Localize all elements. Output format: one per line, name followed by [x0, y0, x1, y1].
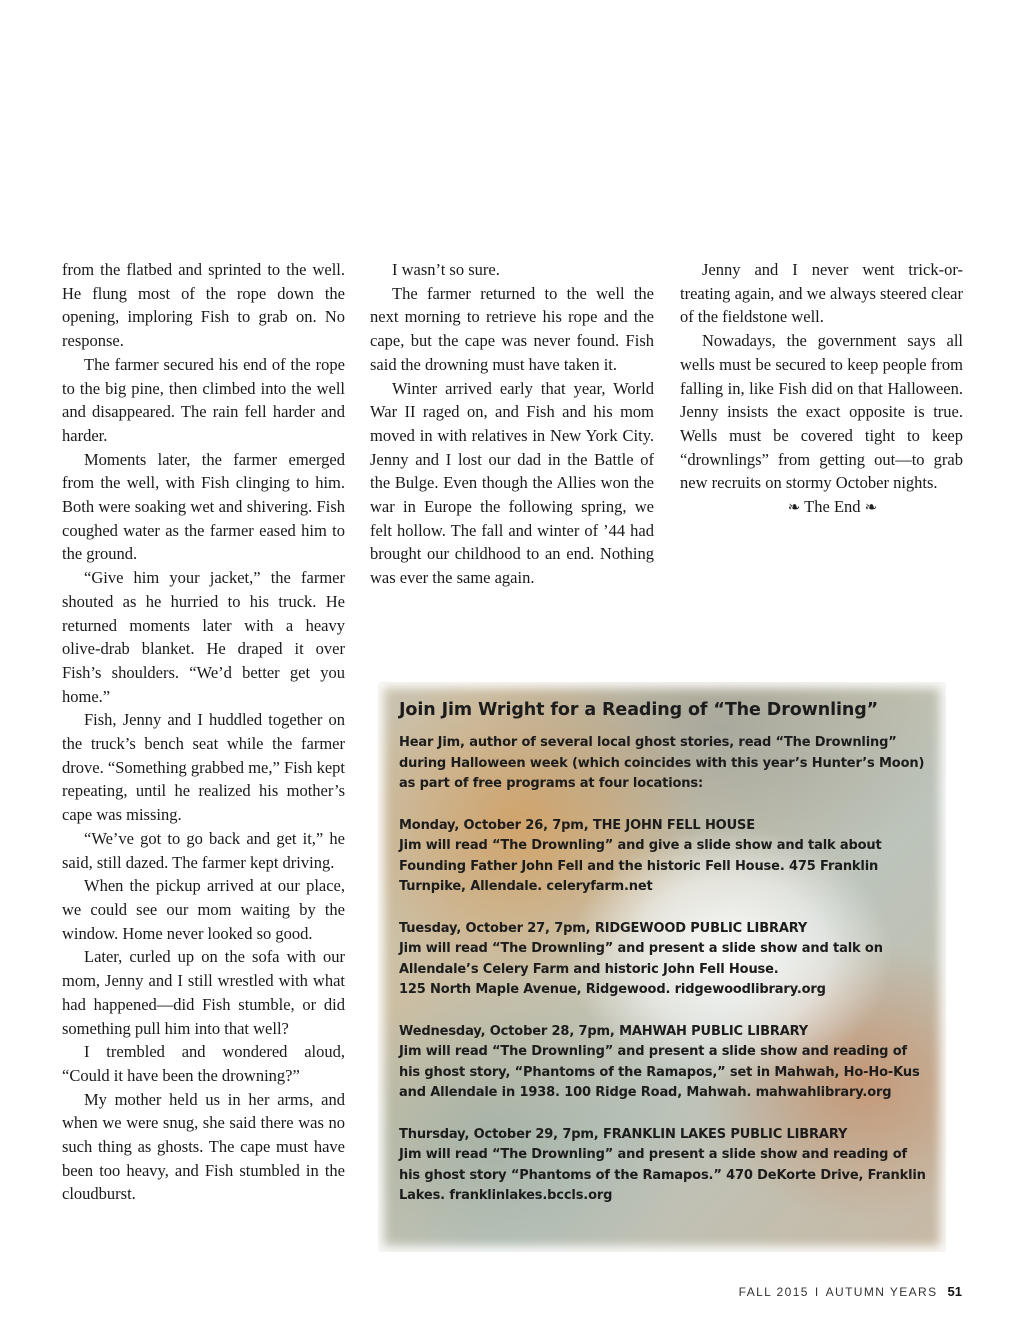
event-venue: MAHWAH PUBLIC LIBRARY [619, 1023, 809, 1039]
event-heading [399, 816, 929, 837]
paragraph: Winter arrived early that year, World War II raged on, and Fish and his mom moved in with relatives in New York City. Jenny and I lost our dad in the Battle of the Bulge. Even though the Allies won the war in Europe the following spring, we felt hollow. The fall and winter of ’44 had brought our childhood to an end. Nothing was ever the same again. [370, 378, 654, 588]
event-date: Tuesday, October 27, 7pm, [399, 920, 595, 936]
paragraph: My mother held us in her arms, and when we were snug, she said there was no such thing as ghosts. The cape must have been too heavy, and Fish stumbled in the cloudburst. [62, 1089, 345, 1204]
event-heading [399, 1022, 929, 1043]
paragraph: I wasn’t so sure. [392, 260, 500, 279]
column-3-paragraphs [680, 258, 963, 495]
sidebar-title: Join Jim Wright for a Reading of “The Drownling” [399, 700, 879, 720]
event-heading [399, 1125, 929, 1146]
event-list [399, 816, 929, 1207]
sidebar-intro: Hear Jim, author of several local ghost stories, read “The Drownling” during Halloween week (which coincides with this year’s Hunter’s Moon) as part of free programs at four locations: [399, 735, 925, 791]
paragraph: The farmer secured his end of the rope to the big pine, then climbed into the well and disappeared. The rain fell harder and harder. [62, 354, 345, 445]
footer-magazine: AUTUMN YEARS [825, 1285, 938, 1299]
paragraph: “Give him your jacket,” the farmer shouted as he hurried to his truck. He returned moments later with a heavy olive-drab blanket. He draped it over Fish’s shoulders. “We’d better get you home.” [62, 568, 345, 706]
the-end-line [680, 495, 963, 521]
event-venue: RIDGEWOOD PUBLIC LIBRARY [594, 920, 808, 936]
event-venue: FRANKLIN LAKES PUBLIC LIBRARY [602, 1126, 848, 1142]
paragraph: Nowadays, the government says all wells must be secured to keep people from falling in, like Fish did on that Halloween. Jenny insists the exact opposite is true. Wells must be covered tight to keep “drownlings” from getting out—to grab new recruits on stormy October nights. [680, 331, 963, 493]
event-date: Monday, October 26, 7pm, [399, 817, 593, 833]
event-item [399, 1125, 929, 1207]
event-details: Jim will read “The Drownling” and present a slide show and reading of his ghost story “Phantoms of the Ramapos.” 470 DeKorte Drive, Franklin Lakes. franklinlakes.bccls.org [399, 1147, 926, 1203]
paragraph: Moments later, the farmer emerged from the well, with Fish clinging to him. Both were soaking wet and shivering. Fish coughed water as the farmer eased him to the ground. [62, 449, 345, 564]
paragraph: Jenny and I never went trick-or-treating again, and we always steered clear of the fieldstone well. [680, 260, 963, 327]
article-column-2 [370, 258, 654, 590]
event-venue: THE JOHN FELL HOUSE [592, 817, 755, 833]
reading-event-sidebar [378, 682, 946, 1252]
event-item [399, 1022, 929, 1104]
page-number: 51 [947, 1284, 962, 1299]
paragraph: Fish, Jenny and I huddled together on the truck’s bench seat while the farmer drove. “Something grabbed me,” Fish kept repeating, until he realized his mother’s cape was missing. [62, 710, 345, 825]
event-details: 125 North Maple Avenue, Ridgewood. ridgewoodlibrary.org [399, 982, 826, 997]
event-heading [399, 919, 929, 940]
event-details: Jim will read “The Drownling” and present a slide show and talk on Allendale’s Celery Farm and historic John Fell House. [399, 941, 883, 977]
paragraph: When the pickup arrived at our place, we could see our mom waiting by the window. Home never looked so good. [62, 876, 345, 943]
event-details: Jim will read “The Drownling” and present a slide show and reading of his ghost story, “Phantoms of the Ramapos,” set in Mahwah, Ho-Ho-Kus and Allendale in 1938. 100 Ridge Road, Mahwah. mahwahlibrary.org [399, 1044, 920, 1100]
article-column-1 [62, 258, 345, 1206]
paragraph: The farmer returned to the well the next morning to retrieve his rope and the cape, but the cape was never found. Fish said the drowning must have taken it. [370, 283, 654, 374]
event-date: Wednesday, October 28, 7pm, [399, 1023, 620, 1039]
sidebar-content [399, 700, 929, 1207]
footer-issue: FALL 2015 [738, 1285, 809, 1299]
event-item [399, 816, 929, 898]
right-ornament-icon: ❧ [864, 500, 878, 517]
event-item [399, 919, 929, 1001]
event-date: Thursday, October 29, 7pm, [399, 1126, 603, 1142]
paragraph: from the flatbed and sprinted to the well. He flung most of the rope down the opening, imploring Fish to grab on. No response. [62, 260, 345, 351]
article-column-3 [680, 258, 963, 521]
paragraph: “We’ve got to go back and get it,” he said, still dazed. The farmer kept driving. [62, 828, 345, 872]
paragraph: Later, curled up on the sofa with our mom, Jenny and I still wrestled with what had happened—did Fish stumble, or did something pull him into that well? [62, 947, 345, 1038]
footer-separator: I [814, 1285, 820, 1299]
left-ornament-icon: ❧ [787, 500, 801, 517]
paragraph: I trembled and wondered aloud, “Could it have been the drowning?” [62, 1042, 345, 1085]
page-footer [739, 1284, 962, 1299]
the-end-text: The End [804, 497, 861, 517]
event-details: Jim will read “The Drownling” and give a slide show and talk about Founding Father John Fell and the historic Fell House. 475 Franklin Turnpike, Allendale. celeryfarm.net [399, 838, 882, 894]
